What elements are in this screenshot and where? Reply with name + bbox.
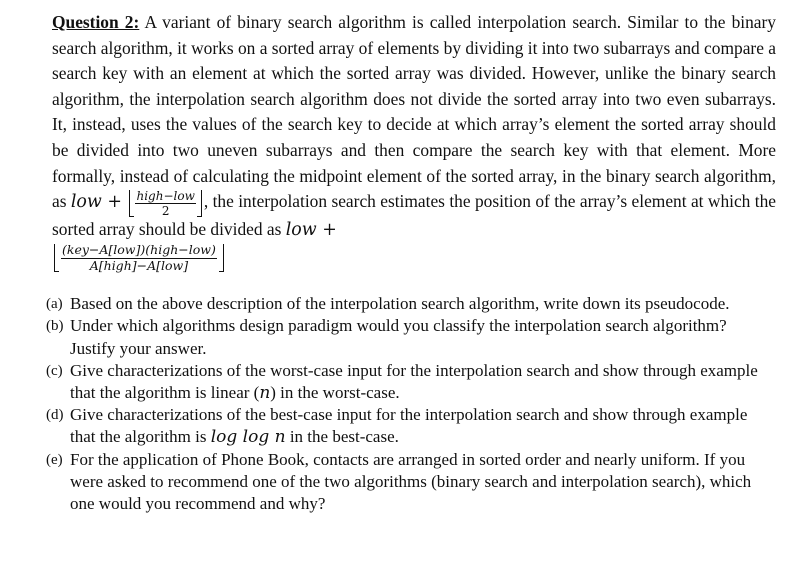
sub-question-text-before: Give characterizations of the worst-case input for the interpolation search and show through example that the algorithm is linear ( <box>70 360 758 403</box>
sub-question-e <box>46 449 776 516</box>
sub-question-text <box>70 360 776 404</box>
formula-interp-denominator: A[high]−A[low] <box>89 257 189 273</box>
sub-question-marker: (a) <box>46 296 63 313</box>
question-label: Question 2: <box>52 12 140 32</box>
sub-question-text-before: Give characterizations of the best-case input for the interpolation search and show through example that the algorithm is <box>70 405 748 447</box>
sub-question-text: For the application of Phone Book, contacts are arranged in sorted order and nearly uniform. If you were asked to recommend one of the two algorithms (binary search and interpolation search), which one would you recommend and why? <box>70 449 752 514</box>
question-document <box>46 10 777 515</box>
sub-question-marker: (d) <box>46 407 64 424</box>
formula-interp-numerator: (key−A[low])(high−low) <box>62 242 216 258</box>
sub-question-b <box>46 315 776 359</box>
sub-question-text: Based on the above description of the interpolation search algorithm, write down its pseudocode. <box>70 294 730 314</box>
sub-question-marker: (e) <box>46 451 63 468</box>
formula-midpoint-denominator: 2 <box>161 203 170 218</box>
sub-question-marker: (c) <box>46 362 63 379</box>
sub-question-a <box>46 293 776 315</box>
sub-question-math: log log n <box>210 427 286 448</box>
sub-question-text <box>70 404 776 448</box>
sub-question-text-after: in the best-case. <box>285 427 399 447</box>
sub-question-math: n <box>259 383 271 404</box>
sub-question-text-after: ) in the worst-case. <box>270 383 400 403</box>
question-intro <box>52 10 776 243</box>
formula-interp-floor <box>54 244 224 272</box>
sub-question-list <box>46 293 776 515</box>
formula-midpoint-floor <box>129 190 201 217</box>
sub-question-c <box>46 360 776 404</box>
intro-text-1: A variant of binary search algorithm is called interpolation search. Similar to the binary search algorithm, it works on a sorted array of elements by dividing it into two subarrays and compare a search key with an element at which the sorted array was divided. However, unlike the binary search algorithm, the interpolation search algorithm does not divide the sorted array into two even subarrays. It, instead, uses the values of the search key to decide at which array’s element the sorted array should be divided into two uneven subarrays and then compare the search key with that element. More formally, instead of calculating the midpoint element of the sorted array, in the binary search algorithm, as <box>52 12 777 212</box>
formula-interp-line <box>52 243 776 277</box>
formula-midpoint-numerator: high−low <box>136 188 195 203</box>
formula-interp-prefix: low + <box>285 219 337 240</box>
formula-midpoint-fraction <box>135 190 195 217</box>
formula-interp-fraction <box>61 244 217 272</box>
intro-text-2: , the interpolation search estimates the position of the array’s element at which the sorted array should be divided as <box>52 191 777 239</box>
sub-question-marker: (b) <box>46 318 64 335</box>
sub-question-d <box>46 404 776 448</box>
formula-midpoint-prefix: low + <box>70 192 128 213</box>
sub-question-text: Under which algorithms design paradigm would you classify the interpolation search algorithm? Justify your answer. <box>70 316 727 358</box>
